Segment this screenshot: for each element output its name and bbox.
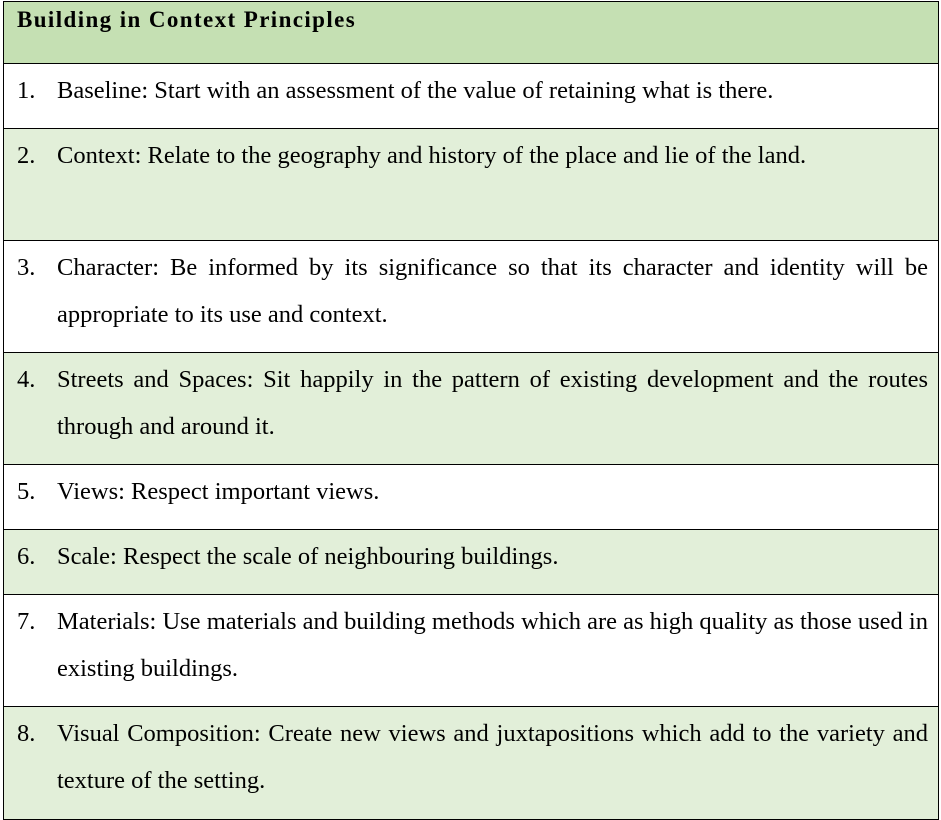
row-number: 6.: [17, 543, 36, 570]
row-text: Scale: Respect the scale of neighbouring buildings.: [57, 543, 559, 570]
table-row: [4, 129, 938, 241]
row-text: Character: Be informed by its significance so that its character and identity will be appropriate to its use and context.: [57, 254, 928, 328]
row-text: Materials: Use materials and building methods which are as high quality as those used in existing buildings.: [57, 608, 928, 682]
row-number: 4.: [17, 366, 36, 393]
row-text: Streets and Spaces: Sit happily in the pattern of existing development and the routes through and around it.: [57, 366, 928, 440]
row-text: Baseline: Start with an assessment of the value of retaining what is there.: [57, 77, 774, 104]
table-row: [4, 530, 938, 595]
row-number: 8.: [17, 720, 36, 747]
table-row: [4, 595, 938, 707]
principles-table: [3, 1, 939, 820]
row-number: 7.: [17, 608, 36, 635]
table-row: [4, 64, 938, 129]
row-number: 5.: [17, 478, 36, 505]
table-title: Building in Context Principles: [4, 2, 938, 64]
row-number: 3.: [17, 254, 36, 281]
table-row: [4, 241, 938, 353]
row-number: 2.: [17, 142, 36, 169]
table-row: [4, 465, 938, 530]
row-text: Views: Respect important views.: [57, 478, 380, 505]
row-text: Visual Composition: Create new views and juxtapositions which add to the variety and texture of the setting.: [57, 720, 928, 794]
table-row: [4, 707, 938, 819]
row-text: Context: Relate to the geography and history of the place and lie of the land.: [57, 142, 807, 169]
table-row: [4, 353, 938, 465]
row-number: 1.: [17, 77, 36, 104]
